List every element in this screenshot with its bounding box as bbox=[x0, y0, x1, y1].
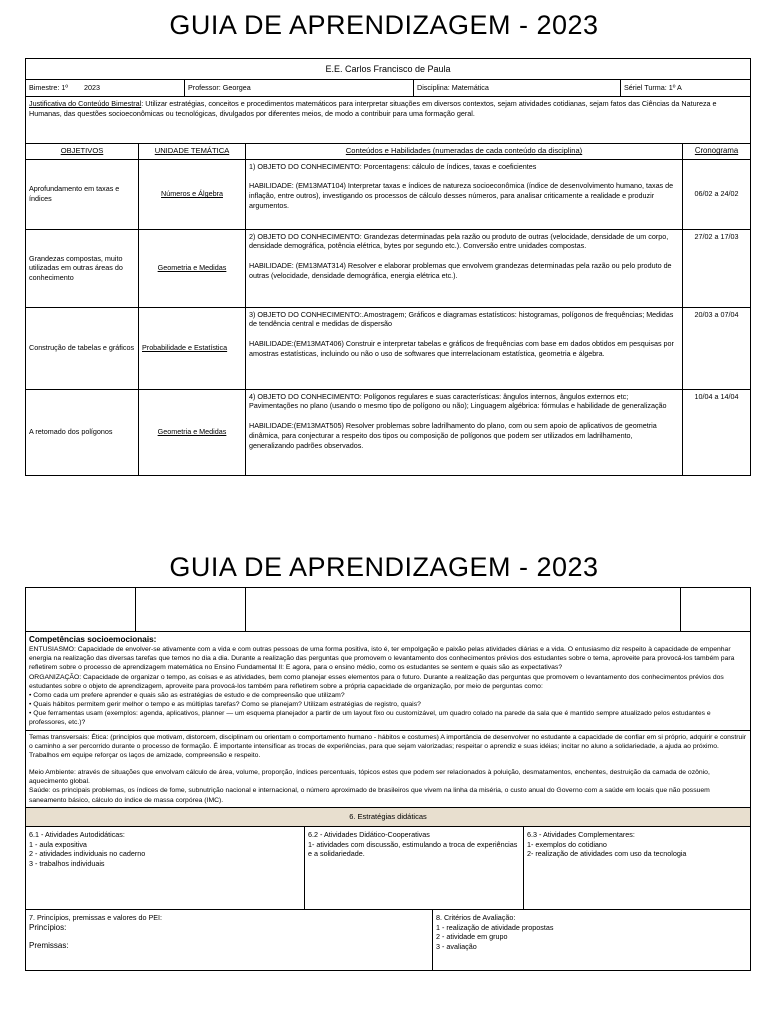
empty-cell bbox=[136, 588, 246, 632]
serie-field: Sériel Turma: 1º A bbox=[624, 83, 682, 93]
principios-block bbox=[26, 910, 433, 970]
conteudo-cell bbox=[246, 389, 683, 475]
learning-guide-table bbox=[25, 58, 751, 476]
list-item: 1 - aula expositiva bbox=[29, 839, 87, 849]
objetivo-cell: A retomado dos polígonos bbox=[26, 389, 139, 475]
empty-cell bbox=[246, 588, 681, 632]
conteudo-cell bbox=[246, 307, 683, 389]
premissas-label: Premissas: bbox=[29, 941, 69, 951]
justificativa-label: Justificativa do Conteúdo Bimestral bbox=[29, 99, 142, 109]
list-item: 1- exemplos do cotidiano bbox=[527, 839, 607, 849]
competencias-line: ENTUSIASMO: Capacidade de envolver-se ativamente com a vida e com outras pessoas de uma forma positiva, isto é, ter empolgação e paixão pelas atividades diárias e a vida. O entusiasmo diz respeito à capacidade de empenhar energia na realização das diversas tarefas que temos no dia a dia. Durante a realização das perguntas que promovem o levantamento dos conhecimentos prévios dos estudantes sobre o tema, aproveite para provocá-los também para refletirem sobre o processo de aprendizagem matemática no Ensino Fundamental II: E agora, para o ensino médio, como os estudantes se sentem e quais são as expectativas? bbox=[29, 646, 735, 672]
competencias-line: • Quais hábitos permitem gerir melhor o tempo e as múltiplas tarefas? Como se planejam? Utilizam estratégias de registro, quais? bbox=[29, 701, 421, 709]
header-unidade: UNIDADE TEMÁTICA bbox=[139, 144, 246, 160]
objetivo-cell: Aprofundamento em taxas e índices bbox=[26, 159, 139, 229]
criterios-block bbox=[433, 910, 750, 970]
list-item: 2- realização de atividades com uso da tecnologia bbox=[527, 849, 687, 859]
list-item: 2 - atividade em grupo bbox=[436, 932, 508, 942]
professor-field: Professor: Georgea bbox=[185, 80, 414, 96]
list-item: 2 - atividades individuais no caderno bbox=[29, 849, 146, 859]
temas-transversais-block bbox=[26, 730, 751, 807]
header-cronograma: Cronograma bbox=[683, 144, 751, 160]
conteudo-cell bbox=[246, 159, 683, 229]
school-name: E.E. Carlos Francisco de Paula bbox=[26, 59, 751, 80]
bimestre-field: Bimestre: 1º 2023 bbox=[26, 80, 185, 96]
habilidade-text: HABILIDADE: (EM13MAT104) Interpretar taxas e índices de natureza socioeconômica (índice de desenvolvimento humano, taxas de inflação, entre outros), investigando os processos de cálculo desses números, para analisar criticamente a realidade e produzir argumentos. bbox=[249, 181, 674, 210]
cronograma-cell: 20/03 a 07/04 bbox=[683, 307, 751, 389]
objetivo-cell: Construção de tabelas e gráficos bbox=[26, 307, 139, 389]
objeto-text: 1) OBJETO DO CONHECIMENTO: Porcentagens: cálculo de índices, taxas e coeficientes bbox=[249, 161, 537, 171]
unidade-cell: Números e Álgebra bbox=[139, 159, 246, 229]
objeto-text: 2) OBJETO DO CONHECIMENTO: Grandezas determinadas pela razão ou produto de outras (velocidade, densidade de um corpo, densidade demográfica, potência elétrica, bytes por segundo etc.). Conversão entre unidades compostas. bbox=[249, 231, 669, 251]
header-objetivos: OBJETIVOS bbox=[26, 144, 139, 160]
saude-text: Saúde: os principais problemas, os índices de fome, subnutrição nacional e internacional, o número aproximado de brasileiros que vivem na linha da miséria, o custo anual do Governo com a saúde em locais que não possuem saneamento básico, cálculo do índice de massa corpórea (IMC). bbox=[29, 787, 710, 804]
col61-title: 6.1 - Atividades Autodidáticas: bbox=[29, 829, 125, 839]
objetivo-cell: Grandezas compostas, muito utilizadas em outras áreas do conhecimento bbox=[26, 229, 139, 307]
habilidade-text: HABILIDADE: (EM13MAT314) Resolver e elaborar problemas que envolvem grandezas determinadas pela razão ou pelo produto de outras (velocidade, densidade demográfica, energia elétrica etc.). bbox=[249, 261, 672, 280]
habilidade-text: HABILIDADE:(EM13MAT505) Resolver problemas sobre ladrilhamento do plano, com ou sem apoio de aplicativos de geometria dinâmica, para conjecturar a respeito dos tipos ou composição de polígonos que podem ser utilizados em ladrilhamento, generalizando padrões observados. bbox=[249, 421, 657, 450]
atividades-autodidaticas bbox=[26, 827, 305, 909]
page-title: GUIA DE APRENDIZAGEM - 2023 bbox=[169, 552, 599, 582]
criterios-title: 8. Critérios de Avaliação: bbox=[436, 912, 516, 922]
competencias-line: • Que ferramentas usam (exemplos: agenda, aplicativos, planner — um esquema planejador a partir de um layout fixo ou customizável, um quadro colado na parede da sala que é mantido sempre atualizado pelos estudantes e professores, etc.)? bbox=[29, 710, 711, 727]
principios-label: Princípios: bbox=[29, 922, 67, 932]
cronograma-cell: 10/04 a 14/04 bbox=[683, 389, 751, 475]
empty-cell bbox=[681, 588, 751, 632]
objeto-text: 3) OBJETO DO CONHECIMENTO:.Amostragem; Gráficos e diagramas estatísticos: histogramas, polígonos de frequências; Medidas de tendência central e medidas de dispersão bbox=[249, 309, 674, 329]
meio-ambiente-text: Meio Ambiente: através de situações que envolvam cálculo de área, volume, proporção, índices percentuais, tópicos estes que podem ser relacionados à poluição, desmatamentos, enchentes, destruição da camada de ozônio, aquecimento global. bbox=[29, 769, 710, 786]
page-title: GUIA DE APRENDIZAGEM - 2023 bbox=[169, 10, 599, 40]
atividades-cooperativas bbox=[305, 827, 524, 909]
learning-guide-table-2 bbox=[25, 587, 751, 971]
list-item: 3 - trabalhos individuais bbox=[29, 859, 105, 869]
empty-cell bbox=[26, 588, 136, 632]
cronograma-cell: 06/02 a 24/02 bbox=[683, 159, 751, 229]
atividades-complementares bbox=[524, 827, 750, 909]
col63-title: 6.3 - Atividades Complementares: bbox=[527, 829, 635, 839]
list-item: 1 - realização de atividade propostas bbox=[436, 922, 554, 932]
competencias-block bbox=[26, 632, 751, 731]
disciplina-field: Disciplina: Matemática bbox=[414, 80, 621, 96]
principios-title: 7. Princípios, premissas e valores do PEI: bbox=[29, 912, 163, 922]
cronograma-cell: 27/02 a 17/03 bbox=[683, 229, 751, 307]
col62-title: 6.2 - Atividades Didático-Cooperativas bbox=[308, 829, 430, 839]
transversais-text: Temas transversais: Ética: (princípios que motivam, distorcem, disciplinam ou orientam o comportamento humano - hábitos e costumes) A importância de desenvolver no estudante a capacidade de confiar em si próprio, adquirir e construir o caminho a ser percorrido durante o processo de formação. É importante intensificar as trocas de experiências, para que sejam valorizadas; respeitar o aprendiz e suas idéias; incitar no aluno a solidariedade, a ajuda ao próximo. Trabalhos em equipe reforçar os laços de amizade, compreensão e respeito. bbox=[29, 733, 747, 759]
unidade-cell: Probabilidade e Estatística bbox=[139, 307, 246, 389]
competencias-line: • Como cada um prefere aprender e quais são as estratégias de estudo e de compreensão que utilizam? bbox=[29, 691, 345, 699]
competencias-title: Competências socioemocionais: bbox=[29, 635, 157, 644]
col62-text: 1- atividades com discussão, estimulando a troca de experiências e a solidariedade. bbox=[308, 839, 518, 859]
unidade-cell: Geometria e Medidas bbox=[139, 389, 246, 475]
habilidade-text: HABILIDADE:(EM13MAT406) Construir e interpretar tabelas e gráficos de frequências com base em dados obtidos em pesquisas por amostras estatísticas, incluindo ou não o uso de softwares que interrelacionam estatística, geometria e álgebra. bbox=[249, 339, 674, 358]
header-conteudos: Conteúdos e Habilidades (numeradas de cada conteúdo da disciplina) bbox=[246, 144, 683, 160]
competencias-line: ORGANIZAÇÃO: Capacidade de organizar o tempo, as coisas e as atividades, bem como planejar esses elementos para o futuro. Durante a realização das perguntas que promovem o levantamento dos conhecimentos prévios dos estudantes sobre o objeto de aprendizagem, aproveite para provocá-los também para refletirem sobre a própria capacidade de organização, por meio de perguntas como: bbox=[29, 673, 724, 690]
list-item: 3 - avaliação bbox=[436, 942, 477, 952]
objeto-text: 4) OBJETO DO CONHECIMENTO: Polígonos regulares e suas características: ângulos internos, ângulos externos etc; Pavimentações no plano (usando o mesmo tipo de polígono ou não); Linguagem algébrica: fórmulas e habilidade de generalização bbox=[249, 391, 667, 411]
conteudo-cell bbox=[246, 229, 683, 307]
unidade-cell: Geometria e Medidas bbox=[139, 229, 246, 307]
justificativa-text: : Utilizar estratégias, conceitos e procedimentos matemáticos para interpretar situações em diversos contextos, sejam atividades cotidianas, sejam fatos das Ciências da Natureza e Humanas, das questões socioeconômicas ou tecnológicas, divulgados por diferentes meios, de modo a contribuir para uma formação geral. bbox=[29, 99, 717, 118]
estrategias-header: 6. Estratégias didáticas bbox=[26, 807, 751, 826]
justificativa-block bbox=[26, 97, 751, 144]
